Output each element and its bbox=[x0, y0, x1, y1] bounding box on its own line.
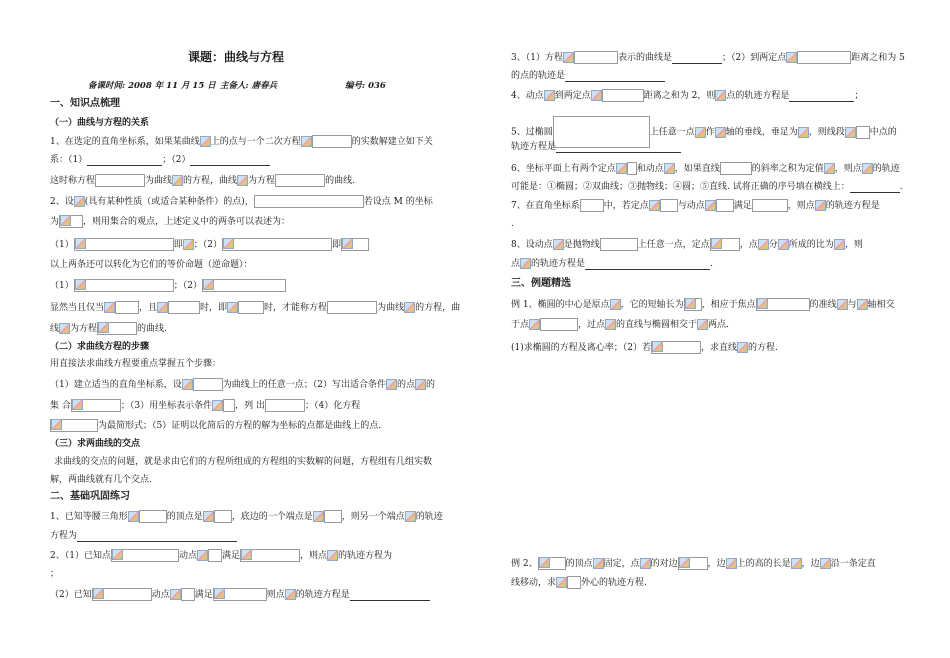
formula-image-icon bbox=[697, 319, 708, 330]
formula-image-icon bbox=[695, 127, 706, 138]
para-3: 这时称方程 为曲线 的方程，曲线 为方程 的曲线. bbox=[50, 176, 355, 186]
question-7-end: . bbox=[511, 219, 514, 229]
question-6-2: 可能是：①椭圆；②双曲线；③抛物线；④圆；⑤直线. 试将正确的序号填在横线上： . bbox=[511, 182, 903, 192]
question-1: 1、已知等腰三角形 的顶点是 ，底边的一个端点是 ，则另一个端点 的轨迹 bbox=[50, 512, 443, 522]
question-7: 7、在直角坐标系 中，若定点 与动点 满足 ，则点 的轨迹方程是 bbox=[511, 201, 880, 211]
formula-box bbox=[720, 162, 752, 175]
para-13: 集 合 ；（3）用坐标表示条件 ，列 出 ；（4）化方程 bbox=[50, 401, 361, 411]
question-2-1-end: ； bbox=[50, 569, 60, 579]
formula-image-icon bbox=[824, 163, 835, 174]
formula-box bbox=[710, 238, 740, 251]
formula-box bbox=[651, 341, 701, 354]
formula-image-icon bbox=[182, 379, 193, 390]
formula-box bbox=[213, 588, 267, 601]
formula-image-icon bbox=[715, 127, 726, 138]
formula-image-icon bbox=[415, 379, 426, 390]
formula-image-icon bbox=[640, 558, 651, 569]
para-4: 2、设 (具有某种性质（或适合某种条件）的点)， 若设点 M 的坐标 bbox=[50, 197, 433, 207]
formula-image-icon bbox=[520, 258, 531, 269]
formula-image-icon bbox=[664, 163, 675, 174]
formula-image-icon bbox=[786, 52, 797, 63]
formula-box bbox=[95, 174, 145, 187]
formula-box bbox=[600, 238, 638, 251]
formula-box bbox=[139, 510, 167, 523]
formula-image-icon bbox=[285, 589, 296, 600]
formula-box bbox=[214, 510, 232, 523]
formula-box bbox=[275, 174, 325, 187]
question-6: 6、坐标平面上有两个定点 和动点 ，如果直线 的斜率之积为定值 ，则点 的轨迹 bbox=[511, 164, 900, 174]
example-1: 例 1、椭圆的中心是原点 ，它的短轴长为 ，相应于焦点 的准线 与 轴相交 bbox=[511, 300, 895, 310]
blank-line[interactable] bbox=[190, 155, 270, 166]
formula-image-icon bbox=[170, 589, 181, 600]
example-1-2: 于点 ，过点 的直线与椭圆相交于 两点. bbox=[511, 320, 729, 330]
question-8-answer: 点 的轨迹方程是 . bbox=[511, 259, 713, 269]
subsection-1b: （二）求曲线方程的步骤 bbox=[50, 342, 150, 352]
formula-box bbox=[223, 399, 235, 412]
formula-box bbox=[240, 549, 300, 562]
question-3-2: 的点的轨迹是 bbox=[511, 70, 665, 82]
para-16: 解，两曲线就有几个交点. bbox=[50, 475, 152, 485]
author: 主备人: 唐春兵 bbox=[220, 81, 278, 91]
question-8: 8、设动点 是抛物线 上任意一点，定点 ，点 分 所成的比为 ，则 bbox=[511, 240, 863, 250]
formula-box bbox=[208, 549, 222, 562]
answer-blank[interactable] bbox=[556, 142, 681, 153]
formula-image-icon bbox=[815, 200, 826, 211]
formula-image-icon bbox=[837, 299, 848, 310]
para-12: （1）建立适当的直角坐标系，设 为曲线上的任意一点；（2）写出适合条件 的点 的 bbox=[50, 380, 435, 390]
formula-image-icon bbox=[610, 299, 621, 310]
formula-image-icon bbox=[544, 90, 555, 101]
formula-box bbox=[580, 199, 604, 212]
question-4: 4、动点 到两定点 距离之和为 2，则 点的轨迹方程是 ； bbox=[511, 91, 864, 101]
formula-image-icon bbox=[616, 163, 627, 174]
formula-image-icon bbox=[857, 299, 868, 310]
answer-blank[interactable] bbox=[850, 182, 900, 193]
formula-image-icon bbox=[591, 90, 602, 101]
formula-image-icon bbox=[649, 200, 660, 211]
formula-box bbox=[111, 549, 179, 562]
formula-box bbox=[540, 318, 578, 331]
question-1-answer: 方程为 bbox=[50, 530, 237, 542]
formula-image-icon bbox=[74, 196, 85, 207]
formula-image-icon bbox=[157, 302, 168, 313]
para-14: 为最简形式；（5）证明以化简后的方程的解为坐标的点都是曲线上的点. bbox=[50, 419, 381, 432]
formula-image-icon bbox=[862, 163, 873, 174]
example-1-3: (1)求椭圆的方程及离心率；（2）若 ，求直线 的方程. bbox=[511, 343, 778, 353]
formula-image-icon bbox=[301, 136, 312, 147]
formula-box bbox=[222, 238, 332, 251]
answer-blank[interactable] bbox=[789, 91, 854, 102]
para-7: 以上两条还可以转化为它们的等价命题（逆命题）： bbox=[50, 260, 253, 270]
formula-image-icon bbox=[563, 52, 574, 63]
formula-box bbox=[327, 301, 377, 314]
formula-image-icon bbox=[386, 379, 397, 390]
formula-image-icon bbox=[227, 302, 238, 313]
formula-box bbox=[265, 399, 305, 412]
subsection-1a: （一）曲线与方程的关系 bbox=[50, 118, 150, 128]
formula-image-icon bbox=[404, 302, 415, 313]
formula-image-icon bbox=[529, 319, 540, 330]
answer-blank[interactable] bbox=[350, 590, 430, 601]
question-2-1: 2、（1）已知点 动点 满足 ，则点 的轨迹方程为 bbox=[50, 551, 393, 561]
formula-image-icon bbox=[798, 127, 809, 138]
subsection-1c: （三）求两曲线的交点 bbox=[50, 439, 141, 449]
formula-image-icon bbox=[593, 558, 604, 569]
formula-image-icon bbox=[203, 511, 214, 522]
formula-image-icon bbox=[778, 239, 789, 250]
formula-image-icon bbox=[726, 558, 737, 569]
formula-image-icon bbox=[791, 558, 802, 569]
formula-image-icon bbox=[200, 136, 211, 147]
question-5-answer: 轨迹方程是 bbox=[511, 141, 681, 153]
formula-image-icon bbox=[197, 550, 208, 561]
para-5: 为 ，则用集合的观点，上述定义中的两条可以表述为： bbox=[50, 217, 291, 227]
formula-image-icon bbox=[128, 511, 139, 522]
formula-box bbox=[74, 279, 174, 292]
formula-box bbox=[59, 215, 83, 228]
formula-box bbox=[168, 301, 200, 314]
para-6: （1） 即 ；（2） 即 bbox=[50, 238, 369, 251]
formula-image-icon bbox=[758, 239, 769, 250]
formula-box bbox=[574, 51, 618, 64]
section-3-heading: 三、例题精选 bbox=[511, 278, 571, 289]
formula-box bbox=[678, 557, 708, 570]
formula-image-icon bbox=[820, 558, 831, 569]
formula-box bbox=[567, 576, 581, 589]
para-1: 1、在选定的直角坐标系，如果某曲线 上的点与一个二次方程 的实数解建立如下关 bbox=[50, 137, 433, 147]
answer-blank[interactable] bbox=[585, 259, 710, 270]
answer-blank[interactable] bbox=[77, 531, 237, 542]
example-2-2: 线移动，求 外心的轨迹方程. bbox=[511, 578, 647, 588]
formula-box bbox=[92, 588, 152, 601]
section-2-heading: 二、基础巩固练习 bbox=[50, 491, 130, 502]
formula-image-icon bbox=[834, 239, 845, 250]
formula-box bbox=[752, 199, 788, 212]
formula-box bbox=[538, 557, 566, 570]
answer-blank[interactable] bbox=[672, 53, 722, 64]
prep-date: 备课时间: 2008 年 11 月 15 日 bbox=[88, 81, 216, 91]
doc-number: 编号: 036 bbox=[345, 81, 386, 91]
formula-box bbox=[341, 238, 369, 251]
question-2-2: （2）已知 动点 满足 则点 的轨迹方程是 bbox=[50, 588, 430, 601]
formula-box bbox=[602, 89, 644, 102]
para-9: 显然当且仅当 ，且 时，即 时，才能称方程 为曲线 的方程，曲 bbox=[50, 303, 461, 313]
formula-box bbox=[312, 135, 352, 148]
para-15: 求曲线的交点的问题，就是求由它们的方程所组成的方程组的实数解的问题，方程组有几组实数 bbox=[54, 457, 433, 467]
formula-image-icon bbox=[237, 175, 248, 186]
formula-image-icon bbox=[59, 323, 70, 334]
formula-image-icon bbox=[172, 175, 183, 186]
formula-image-icon bbox=[313, 511, 324, 522]
formula-box bbox=[97, 322, 137, 335]
formula-box bbox=[627, 162, 637, 175]
formula-box bbox=[238, 301, 264, 314]
formula-box bbox=[856, 126, 870, 139]
formula-box bbox=[756, 298, 810, 311]
formula-image-icon bbox=[705, 200, 716, 211]
formula-image-icon bbox=[715, 90, 726, 101]
answer-blank[interactable] bbox=[565, 71, 665, 82]
example-2: 例 2、 的顶点 固定，点 的对边 ，边 上的高的长是 ，边 沿一条定直 bbox=[511, 559, 876, 569]
formula-image-icon bbox=[327, 550, 338, 561]
formula-box bbox=[324, 510, 342, 523]
formula-box bbox=[74, 238, 174, 251]
formula-image-icon bbox=[845, 127, 856, 138]
formula-image-icon bbox=[405, 511, 416, 522]
formula-box bbox=[181, 588, 195, 601]
formula-box bbox=[797, 51, 851, 64]
formula-image-icon bbox=[183, 239, 194, 250]
formula-image-icon bbox=[104, 302, 115, 313]
formula-box bbox=[684, 298, 702, 311]
formula-box bbox=[254, 195, 364, 208]
para-2: 系：（1） ；（2） bbox=[50, 154, 270, 166]
formula-box bbox=[71, 399, 121, 412]
section-1-heading: 一、知识点梳理 bbox=[50, 98, 120, 109]
para-10: 线 为方程 的曲线. bbox=[50, 324, 167, 334]
formula-image-icon bbox=[553, 239, 564, 250]
question-3: 3、（1）方程 表示的曲线是 ；（2）到两定点 距离之和为 5 bbox=[511, 53, 905, 63]
page-title: 课题：曲线与方程 bbox=[188, 50, 285, 64]
formula-box bbox=[716, 199, 734, 212]
para-8: （1） ；（2） bbox=[50, 279, 286, 292]
para-11: 用直接法求曲线方程要重点掌握五个步骤： bbox=[50, 359, 222, 369]
formula-image-icon bbox=[212, 400, 223, 411]
formula-box bbox=[115, 301, 139, 314]
formula-image-icon bbox=[737, 342, 748, 353]
formula-box bbox=[202, 279, 286, 292]
formula-image-icon bbox=[605, 319, 616, 330]
formula-box bbox=[193, 378, 223, 391]
blank-line[interactable] bbox=[87, 155, 162, 166]
formula-image-icon bbox=[556, 577, 567, 588]
formula-box bbox=[50, 419, 98, 432]
formula-box bbox=[660, 199, 678, 212]
question-5: 5、过椭圆 上任意一点 作 轴的垂线，垂足为 ，则线段 中点的 bbox=[511, 116, 897, 148]
